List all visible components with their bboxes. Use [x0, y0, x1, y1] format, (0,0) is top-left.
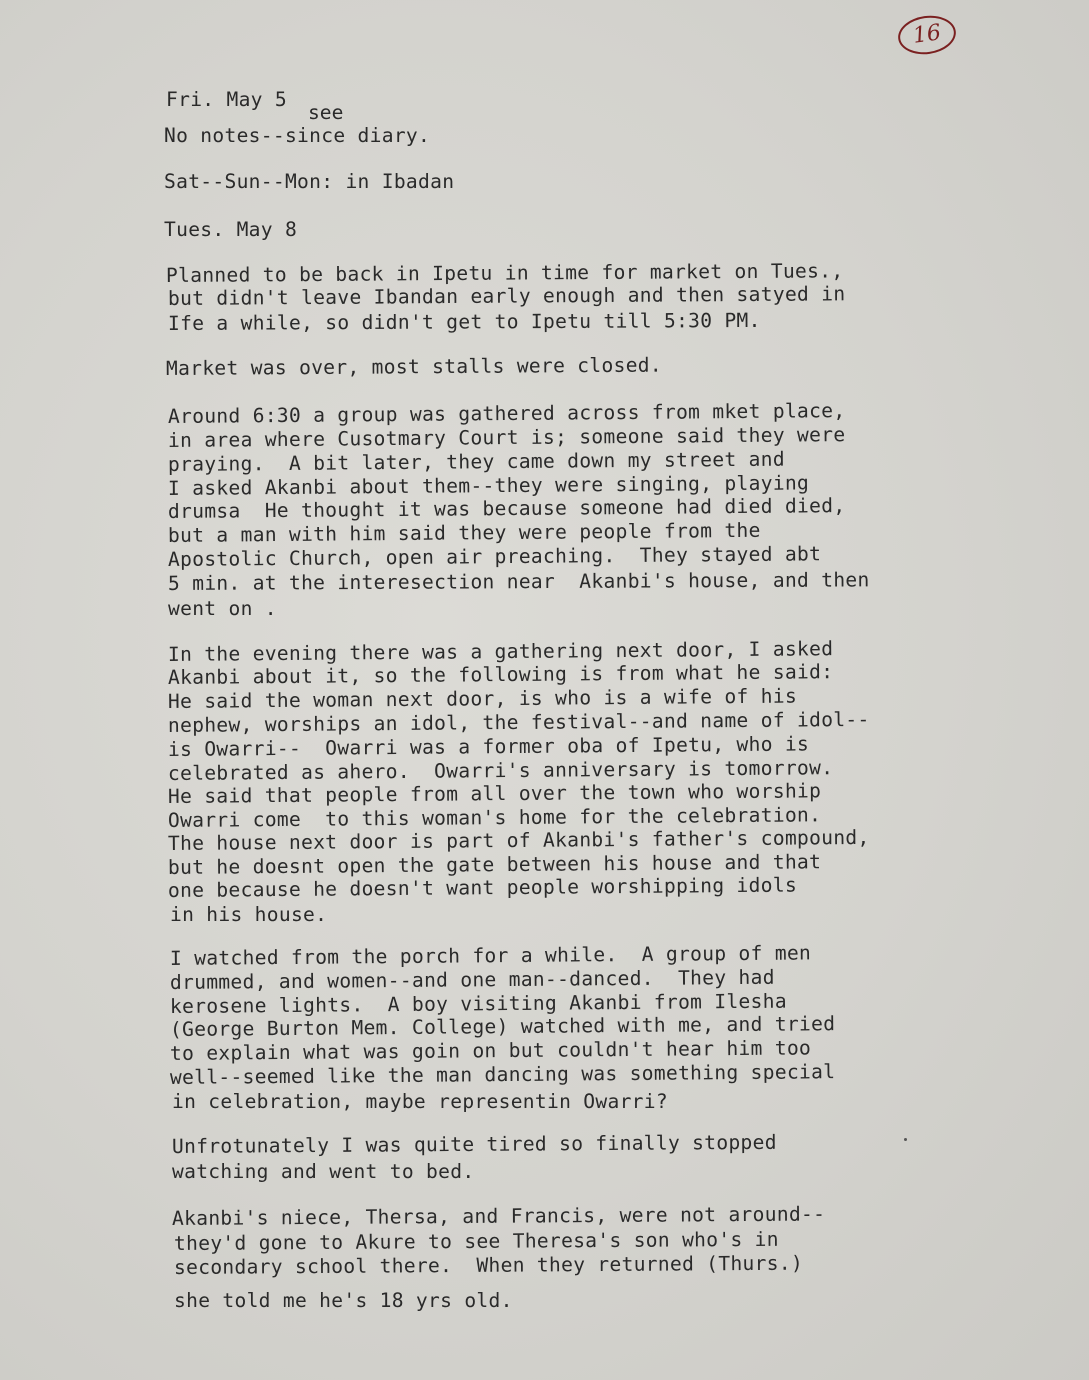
text-line: watching and went to bed.: [172, 1160, 475, 1183]
text-line: Apostolic Church, open air preaching. They stayed abt: [167, 542, 822, 571]
page-number-circle: 16: [896, 12, 959, 58]
entry-date-fri: Fri. May 5: [166, 88, 287, 111]
text-line: but he doesnt open the gate between his house and that: [167, 850, 822, 879]
text-line: The house next door is part of Akanbi's father's compound,: [167, 825, 870, 855]
text-line: kerosene lights. A boy visiting Akanbi from Ilesha: [169, 989, 787, 1018]
insertion-see: see: [308, 101, 344, 124]
text-line: Unfrotunately I was quite tired so finally stopped: [171, 1130, 777, 1158]
text-line: is Owarri-- Owarri was a former oba of Ipetu, who is: [167, 732, 810, 761]
text-line: Owarri come to this woman's home for the celebration.: [167, 803, 822, 832]
text-line: 5 min. at the interesection near Akanbi's house, and then: [167, 568, 870, 595]
text-line: but didn't leave Ibandan early enough and then satyed in: [167, 282, 846, 310]
text-line: in celebration, maybe representin Owarri?: [172, 1090, 668, 1113]
text-line: one because he doesn't want people worshipping idols: [167, 873, 798, 902]
text-line: No notes--since diary.: [164, 124, 431, 147]
text-line: drummed, and women--and one man--danced. They had: [169, 965, 775, 994]
text-line: Planned to be back in Ipetu in time for market on Tues.,: [165, 259, 844, 287]
text-line: nephew, worships an idol, the festival--and name of idol--: [167, 707, 870, 737]
text-line: well--seemed like the man dancing was something special: [169, 1060, 836, 1089]
text-line: Around 6:30 a group was gathered across from mket place,: [167, 399, 846, 428]
text-line: praying. A bit later, they came down my street and: [167, 447, 785, 476]
text-line: went on .: [168, 597, 277, 620]
text-line: He said the woman next door, is who is a wife of his: [167, 684, 798, 713]
text-line: in his house.: [170, 903, 328, 926]
text-line: they'd gone to Akure to see Theresa's son who's in: [173, 1227, 779, 1255]
text-line: I asked Akanbi about them--they were singing, playing: [167, 471, 810, 500]
text-line: I watched from the porch for a while. A group of men: [169, 941, 812, 970]
text-line: Akanbi about it, so the following is from what he said:: [167, 660, 834, 689]
text-line: Market was over, most stalls were closed.: [165, 353, 663, 380]
text-line: Sat--Sun--Mon: in Ibadan: [164, 170, 455, 193]
text-line: In the evening there was a gathering next door, I asked: [167, 637, 834, 666]
text-line: drumsa He thought it was because someone had died died,: [167, 494, 846, 523]
text-line: but a man with him said they were people from the: [167, 518, 761, 547]
stray-mark: [904, 1138, 907, 1141]
text-line: (George Burton Mem. College) watched with me, and tried: [169, 1012, 836, 1041]
text-line: celebrated as ahero. Owarri's anniversary is tomorrow.: [167, 756, 834, 785]
text-line: Akanbi's niece, Thersa, and Francis, were not around--: [171, 1202, 826, 1230]
text-line: in area where Cusotmary Court is; someone said they were: [167, 423, 846, 452]
entry-date-tues: Tues. May 8: [164, 218, 298, 241]
text-line: He said that people from all over the town who worship: [167, 779, 822, 808]
text-line: secondary school there. When they returned (Thurs.): [173, 1251, 804, 1279]
text-line: to explain what was goin on but couldn't hear him too: [169, 1036, 812, 1065]
text-line: she told me he's 18 yrs old.: [174, 1289, 513, 1312]
text-line: Ife a while, so didn't get to Ipetu till 5:30 PM.: [167, 308, 761, 335]
